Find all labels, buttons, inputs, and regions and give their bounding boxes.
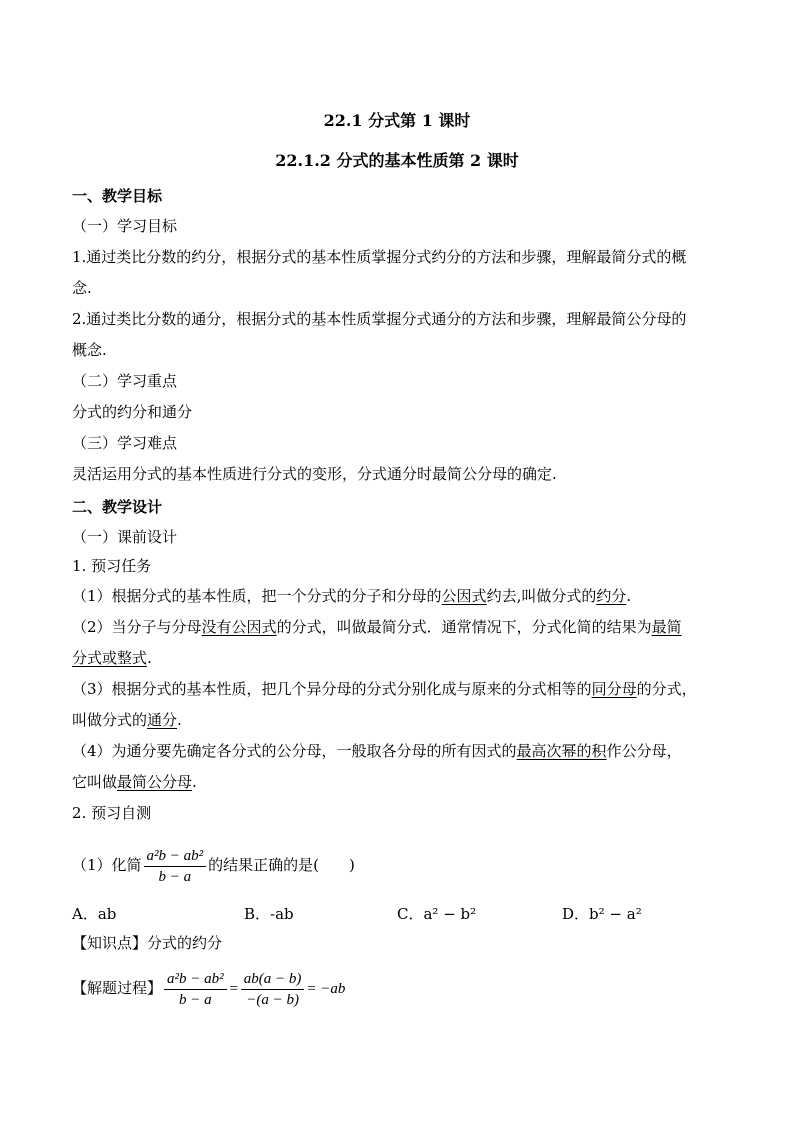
question-fraction: $\frac{\text{a²b − ab²}}{b - a}$ [144, 847, 207, 886]
title-2: 22.1.2 分式的基本性质第 2 课时 [275, 151, 519, 170]
question-1: （1）化简 $\frac{\text{a²b − ab²}}{b - a}$ 的结果正确的是( ) [72, 847, 355, 885]
answer-blank: 公因式 [441, 587, 487, 605]
goal-2-line-2: 概念. [72, 341, 107, 359]
answer-blank: 约分 [596, 587, 627, 605]
goal-2-line-1: 2.通过类比分数的通分，根据分式的基本性质掌握分式通分的方法和步骤，理解最简公分母的 [72, 310, 687, 328]
option-d[interactable]: D．b² − a² [562, 905, 642, 923]
difficulty-text: 灵活运用分式的基本性质进行分式的变形，分式通分时最简公分母的确定. [72, 465, 557, 483]
solution-process: 【解题过程】 $\frac{\text{a²b − ab²}}{b - a}$ = $\frac{ab(a - b)}{-(a - b)}$ = −ab [72, 970, 346, 1008]
section-1-heading: 一、教学目标 [72, 187, 163, 205]
learning-goals-subheading: （一）学习目标 [72, 217, 178, 235]
task-item-4: （4）为通分要先确定各分式的公分母，一般取各分母的所有因式的最高次幂的积作公分母， [72, 742, 682, 760]
answer-blank: 没有公因式 [201, 618, 277, 636]
option-b[interactable]: B．-ab [244, 905, 294, 923]
answer-blank: 最高次幂的积 [516, 742, 607, 760]
pre-class-subheading: （一）课前设计 [72, 528, 178, 546]
task-item-2-cont: 分式或整式. [72, 649, 152, 667]
answer-blank: 最简公分母 [117, 773, 193, 791]
section-2-heading: 二、教学设计 [72, 498, 163, 516]
task-item-3-cont: 叫做分式的通分. [72, 711, 182, 729]
knowledge-point: 【知识点】分式的约分 [72, 934, 223, 952]
difficulty-subheading: （三）学习难点 [72, 434, 178, 452]
task-item-1: （1）根据分式的基本性质，把一个分式的分子和分母的公因式约去,叫做分式的约分. [72, 587, 632, 605]
task-item-3: （3）根据分式的基本性质，把几个异分母的分式分别化成与原来的分式相等的同分母的分式， [72, 680, 697, 698]
focus-subheading: （二）学习重点 [72, 372, 178, 390]
option-a[interactable]: A．ab [72, 905, 117, 923]
option-c[interactable]: C．a² − b² [397, 905, 477, 923]
solution-fraction-1: $\frac{\text{a²b − ab²}}{b - a}$ [164, 970, 227, 1009]
preview-task-title: 1. 预习任务 [72, 557, 152, 575]
title-1: 22.1 分式第 1 课时 [323, 111, 471, 130]
answer-blank: 同分母 [591, 680, 637, 698]
self-test-title: 2. 预习自测 [72, 804, 152, 822]
answer-blank: 通分 [147, 711, 178, 729]
answer-blank: 最简 [651, 618, 682, 636]
task-item-4-cont: 它叫做最简公分母. [72, 773, 197, 791]
solution-fraction-2: $\frac{ab(a - b)}{-(a - b)}$ [241, 970, 305, 1009]
goal-1-line-2: 念. [72, 279, 92, 297]
focus-text: 分式的约分和通分 [72, 403, 193, 421]
answer-blank: 分式或整式 [72, 649, 148, 667]
goal-1-line-1: 1.通过类比分数的约分，根据分式的基本性质掌握分式约分的方法和步骤，理解最简分式的概 [72, 248, 687, 266]
task-item-2: （2）当分子与分母没有公因式的分式，叫做最简分式．通常情况下，分式化简的结果为最简 [72, 618, 682, 636]
